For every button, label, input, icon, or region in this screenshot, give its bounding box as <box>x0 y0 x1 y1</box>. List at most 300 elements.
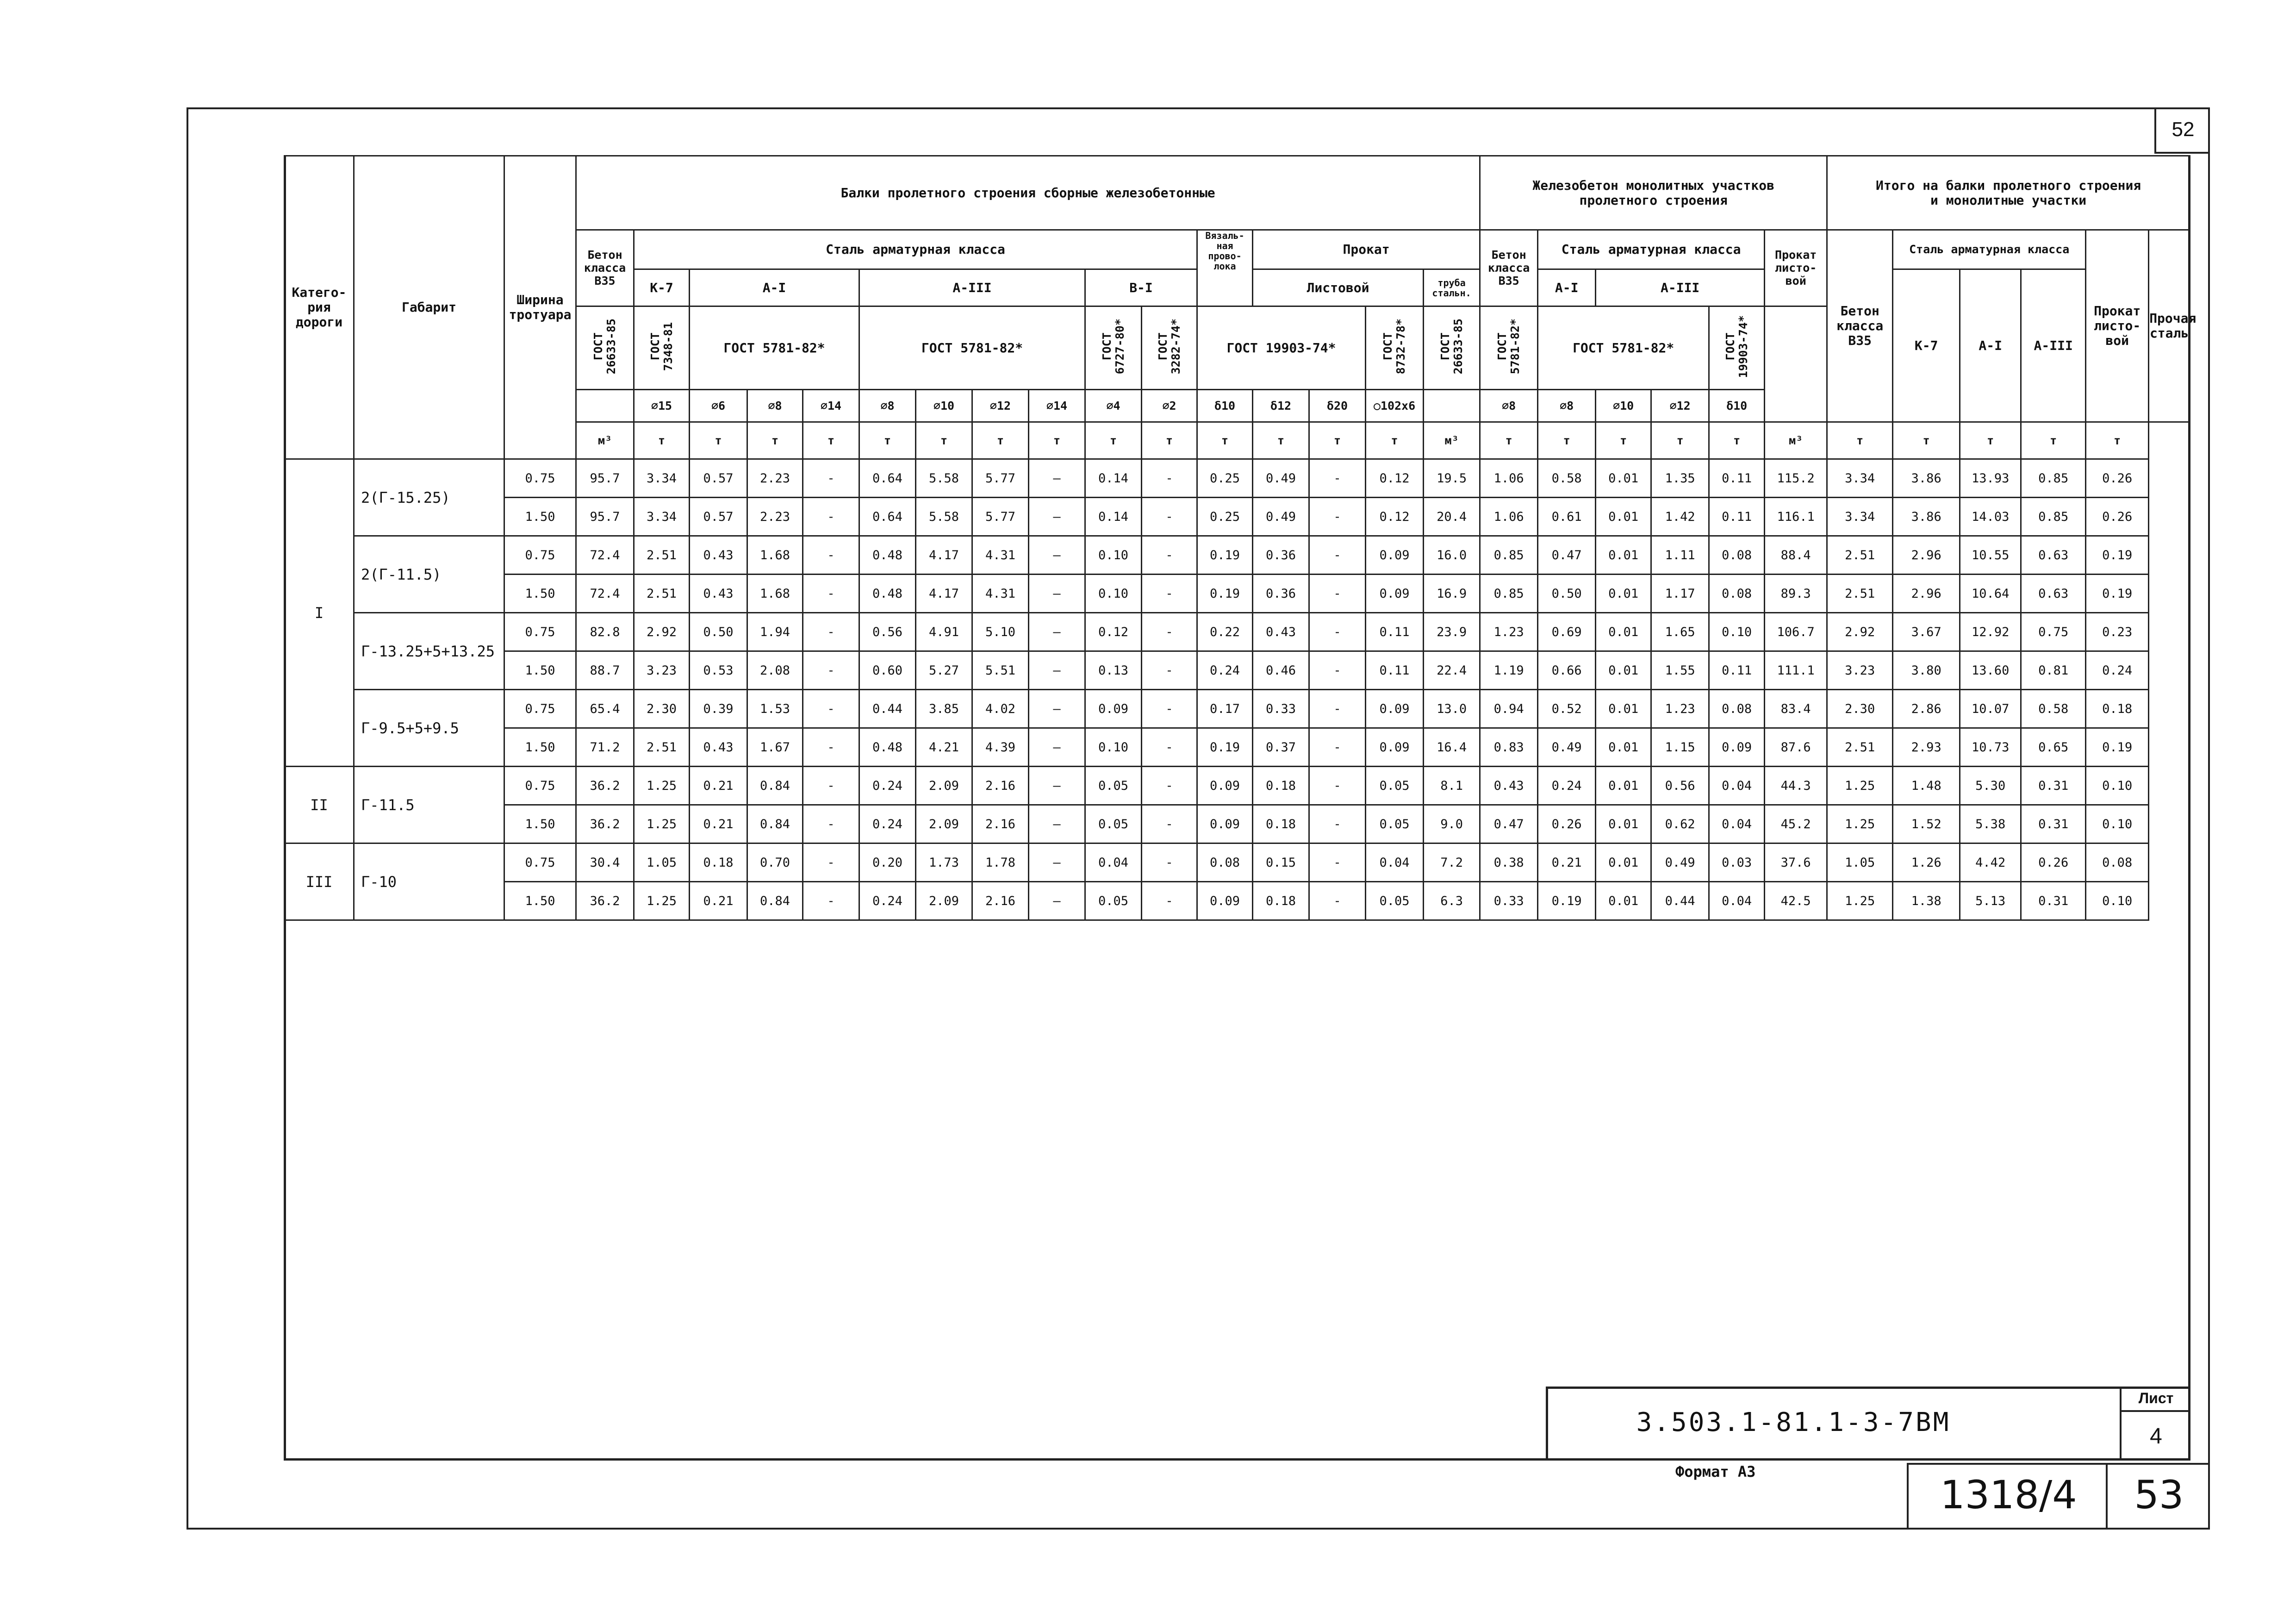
table-row <box>285 690 2190 728</box>
value-cell: 1.42 <box>1651 498 1709 536</box>
value-cell: 2.86 <box>1893 690 1960 728</box>
value-cell: 1.19 <box>1480 651 1538 690</box>
sidewalk-cell: 0.75 <box>504 690 576 728</box>
unit-cell: т <box>690 422 747 459</box>
value-cell: 0.19 <box>1197 575 1253 613</box>
value-cell: 0.10 <box>1709 613 1765 651</box>
value-cell: 72.4 <box>576 536 634 575</box>
value-cell: 0.58 <box>2021 690 2086 728</box>
value-cell: 0.48 <box>859 536 916 575</box>
unit-cell: т <box>1085 422 1142 459</box>
value-cell: 1.25 <box>1827 882 1893 920</box>
value-cell: 1.17 <box>1651 575 1709 613</box>
value-cell: 20.4 <box>1424 498 1480 536</box>
value-cell: 5.13 <box>1960 882 2021 920</box>
value-cell: 23.9 <box>1424 613 1480 651</box>
value-cell: 0.57 <box>690 459 747 498</box>
value-cell: 1.94 <box>747 613 803 651</box>
header-gost-26633: ГОСТ 26633-85 <box>576 306 634 390</box>
diam-cell: ⌀14 <box>1029 390 1085 422</box>
value-cell: 0.04 <box>1709 882 1765 920</box>
value-cell: 13.93 <box>1960 459 2021 498</box>
value-cell: 0.53 <box>690 651 747 690</box>
value-cell: 1.25 <box>634 882 690 920</box>
value-cell: 0.26 <box>2086 498 2149 536</box>
value-cell: 1.38 <box>1893 882 1960 920</box>
value-cell: 0.18 <box>690 843 747 882</box>
value-cell: 2.51 <box>1827 728 1893 767</box>
value-cell: 2.16 <box>972 805 1029 843</box>
value-cell: 0.48 <box>859 728 916 767</box>
diam-cell: ⌀12 <box>972 390 1029 422</box>
value-cell: 22.4 <box>1424 651 1480 690</box>
value-cell: 65.4 <box>576 690 634 728</box>
value-cell: 116.1 <box>1765 498 1827 536</box>
value-cell: 5.51 <box>972 651 1029 690</box>
value-cell: 0.33 <box>1480 882 1538 920</box>
header-gost-5781-a1: ГОСТ 5781-82* <box>690 306 859 390</box>
header-steel-rebar-t: Сталь арматурная класса <box>1893 230 2086 269</box>
materials-table <box>284 155 2196 921</box>
header-b1: В-I <box>1085 269 1197 306</box>
value-cell: – <box>1029 882 1085 920</box>
value-cell: - <box>1142 536 1197 575</box>
unit-cell: т <box>1029 422 1085 459</box>
value-cell: 0.01 <box>1596 805 1651 843</box>
unit-cell: т <box>1197 422 1253 459</box>
value-cell: 0.24 <box>1197 651 1253 690</box>
value-cell: 0.09 <box>1366 575 1424 613</box>
header-prokat: Прокат <box>1253 230 1480 269</box>
value-cell: 4.31 <box>972 575 1029 613</box>
header-category: Катего- рия дороги <box>285 156 354 459</box>
value-cell: 0.24 <box>859 882 916 920</box>
header-beton-b35: Бетон класса В35 <box>576 230 634 306</box>
value-cell: – <box>1029 498 1085 536</box>
value-cell: 0.24 <box>2086 651 2149 690</box>
value-cell: 1.53 <box>747 690 803 728</box>
header-gabarit: Габарит <box>354 156 504 459</box>
value-cell: 0.49 <box>1538 728 1596 767</box>
value-cell: 1.05 <box>634 843 690 882</box>
value-cell: 12.92 <box>1960 613 2021 651</box>
value-cell: 0.64 <box>859 498 916 536</box>
table-row <box>285 613 2190 651</box>
gabarit-cell: 2(Г-11.5) <box>354 536 504 613</box>
value-cell: 3.86 <box>1893 498 1960 536</box>
value-cell: 72.4 <box>576 575 634 613</box>
value-cell: 0.05 <box>1085 805 1142 843</box>
diam-cell: ⌀2 <box>1142 390 1197 422</box>
value-cell: - <box>1142 843 1197 882</box>
value-cell: 2.09 <box>916 882 972 920</box>
value-cell: 0.31 <box>2021 882 2086 920</box>
value-cell: – <box>1029 651 1085 690</box>
value-cell: 1.78 <box>972 843 1029 882</box>
value-cell: 1.48 <box>1893 767 1960 805</box>
value-cell: – <box>1029 767 1085 805</box>
value-cell: 0.11 <box>1709 459 1765 498</box>
value-cell: 37.6 <box>1765 843 1827 882</box>
value-cell: 3.67 <box>1893 613 1960 651</box>
diam-cell: ⌀4 <box>1085 390 1142 422</box>
value-cell: 0.31 <box>2021 805 2086 843</box>
value-cell: 0.75 <box>2021 613 2086 651</box>
header-gost-5781-m-a3: ГОСТ 5781-82* <box>1538 306 1709 390</box>
value-cell: 0.05 <box>1366 882 1424 920</box>
value-cell: 2.23 <box>747 459 803 498</box>
value-cell: 0.19 <box>2086 536 2149 575</box>
value-cell: 0.43 <box>1480 767 1538 805</box>
value-cell: 36.2 <box>576 767 634 805</box>
value-cell: 16.4 <box>1424 728 1480 767</box>
header-gost-26633-m: ГОСТ 26633-85 <box>1424 306 1480 390</box>
diam-cell-beton-m <box>1424 390 1480 422</box>
value-cell: 0.20 <box>859 843 916 882</box>
value-cell: - <box>1142 882 1197 920</box>
value-cell: 1.06 <box>1480 459 1538 498</box>
value-cell: - <box>1309 728 1366 767</box>
value-cell: - <box>1142 767 1197 805</box>
value-cell: 0.62 <box>1651 805 1709 843</box>
value-cell: - <box>803 613 859 651</box>
value-cell: 0.94 <box>1480 690 1538 728</box>
table-row <box>285 805 2190 843</box>
page-number-top: 52 <box>2154 107 2210 154</box>
value-cell: 0.63 <box>2021 575 2086 613</box>
value-cell: – <box>1029 728 1085 767</box>
value-cell: 0.09 <box>1197 767 1253 805</box>
value-cell: 0.11 <box>1366 651 1424 690</box>
value-cell: 5.27 <box>916 651 972 690</box>
category-cell: III <box>285 843 354 920</box>
header-group-total: Итого на балки пролетного строения и монолитные участки <box>1827 156 2190 230</box>
sidewalk-cell: 0.75 <box>504 613 576 651</box>
diam-cell: ⌀14 <box>803 390 859 422</box>
value-cell: 3.34 <box>634 498 690 536</box>
value-cell: 0.47 <box>1538 536 1596 575</box>
value-cell: 4.21 <box>916 728 972 767</box>
diam-cell: δ20 <box>1309 390 1366 422</box>
value-cell: 2.09 <box>916 767 972 805</box>
value-cell: – <box>1029 459 1085 498</box>
value-cell: 0.26 <box>1538 805 1596 843</box>
value-cell: – <box>1029 536 1085 575</box>
value-cell: - <box>1142 690 1197 728</box>
value-cell: 1.35 <box>1651 459 1709 498</box>
unit-cell: т <box>916 422 972 459</box>
value-cell: 1.67 <box>747 728 803 767</box>
value-cell: 71.2 <box>576 728 634 767</box>
value-cell: 0.05 <box>1366 767 1424 805</box>
value-cell: 0.31 <box>2021 767 2086 805</box>
value-cell: 16.9 <box>1424 575 1480 613</box>
value-cell: 6.3 <box>1424 882 1480 920</box>
value-cell: - <box>1309 882 1366 920</box>
value-cell: 0.25 <box>1197 459 1253 498</box>
value-cell: 19.5 <box>1424 459 1480 498</box>
header-steel-rebar-m: Сталь арматурная класса <box>1538 230 1765 269</box>
stamp-page: 53 <box>2134 1472 2184 1518</box>
value-cell: 0.48 <box>859 575 916 613</box>
value-cell: 82.8 <box>576 613 634 651</box>
value-cell: 0.64 <box>859 459 916 498</box>
value-cell: 106.7 <box>1765 613 1827 651</box>
value-cell: 0.19 <box>2086 575 2149 613</box>
value-cell: 4.17 <box>916 575 972 613</box>
value-cell: 88.7 <box>576 651 634 690</box>
value-cell: 0.83 <box>1480 728 1538 767</box>
sidewalk-cell: 1.50 <box>504 728 576 767</box>
value-cell: 0.47 <box>1480 805 1538 843</box>
header-beton-b35-m: Бетон класса В35 <box>1480 230 1538 306</box>
header-k7-t: К-7 <box>1893 269 1960 422</box>
value-cell: 0.09 <box>1709 728 1765 767</box>
value-cell: 8.1 <box>1424 767 1480 805</box>
value-cell: 0.11 <box>1366 613 1424 651</box>
value-cell: - <box>803 498 859 536</box>
unit-cell: т <box>803 422 859 459</box>
value-cell: 2.30 <box>1827 690 1893 728</box>
value-cell: 2.16 <box>972 882 1029 920</box>
value-cell: 0.24 <box>859 805 916 843</box>
gabarit-cell: Г-9.5+5+9.5 <box>354 690 504 767</box>
value-cell: 3.85 <box>916 690 972 728</box>
value-cell: 0.01 <box>1596 767 1651 805</box>
value-cell: - <box>1142 805 1197 843</box>
value-cell: 0.09 <box>1366 536 1424 575</box>
sidewalk-cell: 0.75 <box>504 536 576 575</box>
unit-cell: м³ <box>1765 422 1827 459</box>
header-beton-b35-t: Бетон класса В35 <box>1827 230 1893 422</box>
value-cell: 2.51 <box>1827 575 1893 613</box>
value-cell: - <box>1309 690 1366 728</box>
value-cell: 1.25 <box>634 767 690 805</box>
value-cell: 0.60 <box>859 651 916 690</box>
diam-cell: δ10 <box>1709 390 1765 422</box>
value-cell: 0.19 <box>1197 536 1253 575</box>
unit-cell: т <box>1142 422 1197 459</box>
table-row <box>285 575 2190 613</box>
value-cell: 0.19 <box>1538 882 1596 920</box>
value-cell: 0.43 <box>1253 613 1309 651</box>
value-cell: 0.52 <box>1538 690 1596 728</box>
header-k7: К-7 <box>634 269 690 306</box>
value-cell: 0.36 <box>1253 575 1309 613</box>
value-cell: 1.68 <box>747 536 803 575</box>
header-a1-m: А-I <box>1538 269 1596 306</box>
value-cell: 2.92 <box>634 613 690 651</box>
value-cell: 0.18 <box>1253 805 1309 843</box>
value-cell: 95.7 <box>576 498 634 536</box>
value-cell: 0.10 <box>2086 882 2149 920</box>
value-cell: 0.10 <box>1085 728 1142 767</box>
value-cell: 13.0 <box>1424 690 1480 728</box>
value-cell: 95.7 <box>576 459 634 498</box>
unit-cell: т <box>1596 422 1651 459</box>
value-cell: - <box>1142 728 1197 767</box>
value-cell: 45.2 <box>1765 805 1827 843</box>
value-cell: - <box>803 536 859 575</box>
value-cell: 0.57 <box>690 498 747 536</box>
sidewalk-cell: 1.50 <box>504 498 576 536</box>
value-cell: 0.09 <box>1085 690 1142 728</box>
diam-cell: ⌀10 <box>1596 390 1651 422</box>
value-cell: 42.5 <box>1765 882 1827 920</box>
value-cell: 0.56 <box>859 613 916 651</box>
diam-cell: δ10 <box>1197 390 1253 422</box>
value-cell: 0.21 <box>1538 843 1596 882</box>
value-cell: 0.26 <box>2021 843 2086 882</box>
value-cell: 2.92 <box>1827 613 1893 651</box>
value-cell: - <box>1309 575 1366 613</box>
value-cell: 0.84 <box>747 805 803 843</box>
value-cell: 0.18 <box>1253 767 1309 805</box>
value-cell: - <box>803 575 859 613</box>
value-cell: 13.60 <box>1960 651 2021 690</box>
value-cell: 0.01 <box>1596 536 1651 575</box>
value-cell: 0.56 <box>1651 767 1709 805</box>
value-cell: 0.63 <box>2021 536 2086 575</box>
value-cell: 0.09 <box>1366 690 1424 728</box>
value-cell: 0.15 <box>1253 843 1309 882</box>
diam-cell: ⌀8 <box>1480 390 1538 422</box>
value-cell: - <box>803 767 859 805</box>
value-cell: – <box>1029 805 1085 843</box>
value-cell: 1.11 <box>1651 536 1709 575</box>
value-cell: 0.03 <box>1709 843 1765 882</box>
format-label: Формат А3 <box>1675 1463 1756 1480</box>
value-cell: 0.65 <box>2021 728 2086 767</box>
value-cell: 0.04 <box>1366 843 1424 882</box>
value-cell: 0.11 <box>1709 498 1765 536</box>
value-cell: 0.33 <box>1253 690 1309 728</box>
value-cell: 0.21 <box>690 882 747 920</box>
header-gost-7348: ГОСТ 7348-81 <box>634 306 690 390</box>
value-cell: 4.02 <box>972 690 1029 728</box>
unit-cell: т <box>1709 422 1765 459</box>
header-sidewalk: Ширина тротуара <box>504 156 576 459</box>
value-cell: 0.85 <box>1480 575 1538 613</box>
value-cell: 0.85 <box>2021 459 2086 498</box>
value-cell: 0.50 <box>1538 575 1596 613</box>
value-cell: 4.91 <box>916 613 972 651</box>
header-gost-19903-m: ГОСТ 19903-74* <box>1709 306 1765 390</box>
value-cell: 0.09 <box>1197 882 1253 920</box>
value-cell: 0.36 <box>1253 536 1309 575</box>
value-cell: 0.19 <box>1197 728 1253 767</box>
header-gost-8732: ГОСТ 8732-78* <box>1366 306 1424 390</box>
value-cell: 0.44 <box>859 690 916 728</box>
value-cell: 4.42 <box>1960 843 2021 882</box>
value-cell: 0.01 <box>1596 882 1651 920</box>
value-cell: - <box>1142 613 1197 651</box>
value-cell: 1.23 <box>1651 690 1709 728</box>
value-cell: 1.25 <box>1827 767 1893 805</box>
value-cell: 9.0 <box>1424 805 1480 843</box>
value-cell: 4.39 <box>972 728 1029 767</box>
header-steel-rebar: Сталь арматурная класса <box>634 230 1197 269</box>
value-cell: 5.77 <box>972 459 1029 498</box>
value-cell: 111.1 <box>1765 651 1827 690</box>
value-cell: - <box>803 882 859 920</box>
value-cell: 0.04 <box>1085 843 1142 882</box>
value-cell: - <box>803 728 859 767</box>
header-a1: А-I <box>690 269 859 306</box>
unit-cell: т <box>747 422 803 459</box>
value-cell: 115.2 <box>1765 459 1827 498</box>
value-cell: - <box>803 459 859 498</box>
value-cell: 1.23 <box>1480 613 1538 651</box>
value-cell: 0.17 <box>1197 690 1253 728</box>
value-cell: 2.30 <box>634 690 690 728</box>
header-gost-5781-m-a1: ГОСТ 5781-82* <box>1480 306 1538 390</box>
value-cell: 0.14 <box>1085 459 1142 498</box>
value-cell: 0.43 <box>690 575 747 613</box>
value-cell: 0.43 <box>690 536 747 575</box>
header-prokat-sheet-m: Прокат листо- вой <box>1765 230 1827 306</box>
header-group-beams: Балки пролетного строения сборные железобетонные <box>576 156 1480 230</box>
table-row <box>285 536 2190 575</box>
value-cell: 0.22 <box>1197 613 1253 651</box>
sidewalk-cell: 0.75 <box>504 767 576 805</box>
value-cell: 0.05 <box>1085 882 1142 920</box>
value-cell: 3.34 <box>634 459 690 498</box>
value-cell: 3.23 <box>634 651 690 690</box>
value-cell: 0.08 <box>1709 690 1765 728</box>
gabarit-cell: Г-11.5 <box>354 767 504 843</box>
value-cell: 0.18 <box>2086 690 2149 728</box>
value-cell: 0.04 <box>1709 767 1765 805</box>
header-a1-t: А-I <box>1960 269 2021 422</box>
value-cell: – <box>1029 613 1085 651</box>
value-cell: 1.65 <box>1651 613 1709 651</box>
value-cell: 0.23 <box>2086 613 2149 651</box>
value-cell: 89.3 <box>1765 575 1827 613</box>
value-cell: 4.17 <box>916 536 972 575</box>
document-code: 3.503.1-81.1-3-7ВМ <box>1636 1407 1951 1437</box>
value-cell: 0.46 <box>1253 651 1309 690</box>
value-cell: 14.03 <box>1960 498 2021 536</box>
table-row <box>285 728 2190 767</box>
value-cell: 0.08 <box>1197 843 1253 882</box>
diam-cell-beton <box>576 390 634 422</box>
value-cell: 0.49 <box>1651 843 1709 882</box>
value-cell: 0.01 <box>1596 843 1651 882</box>
value-cell: 0.49 <box>1253 498 1309 536</box>
value-cell: 7.2 <box>1424 843 1480 882</box>
value-cell: 2.51 <box>634 575 690 613</box>
value-cell: 0.50 <box>690 613 747 651</box>
value-cell: 0.10 <box>2086 767 2149 805</box>
value-cell: - <box>1142 651 1197 690</box>
value-cell: - <box>1142 459 1197 498</box>
diam-cell: ⌀15 <box>634 390 690 422</box>
category-cell: II <box>285 767 354 843</box>
value-cell: 0.81 <box>2021 651 2086 690</box>
value-cell: - <box>1309 651 1366 690</box>
sheet-label: Лист <box>2120 1387 2190 1412</box>
value-cell: 36.2 <box>576 805 634 843</box>
value-cell: – <box>1029 690 1085 728</box>
value-cell: - <box>1309 498 1366 536</box>
value-cell: 87.6 <box>1765 728 1827 767</box>
gabarit-cell: Г-13.25+5+13.25 <box>354 613 504 690</box>
sidewalk-cell: 0.75 <box>504 843 576 882</box>
category-cell: I <box>285 459 354 767</box>
value-cell: - <box>1309 805 1366 843</box>
header-group-monolith: Железобетон монолитных участков пролетного строения <box>1480 156 1827 230</box>
